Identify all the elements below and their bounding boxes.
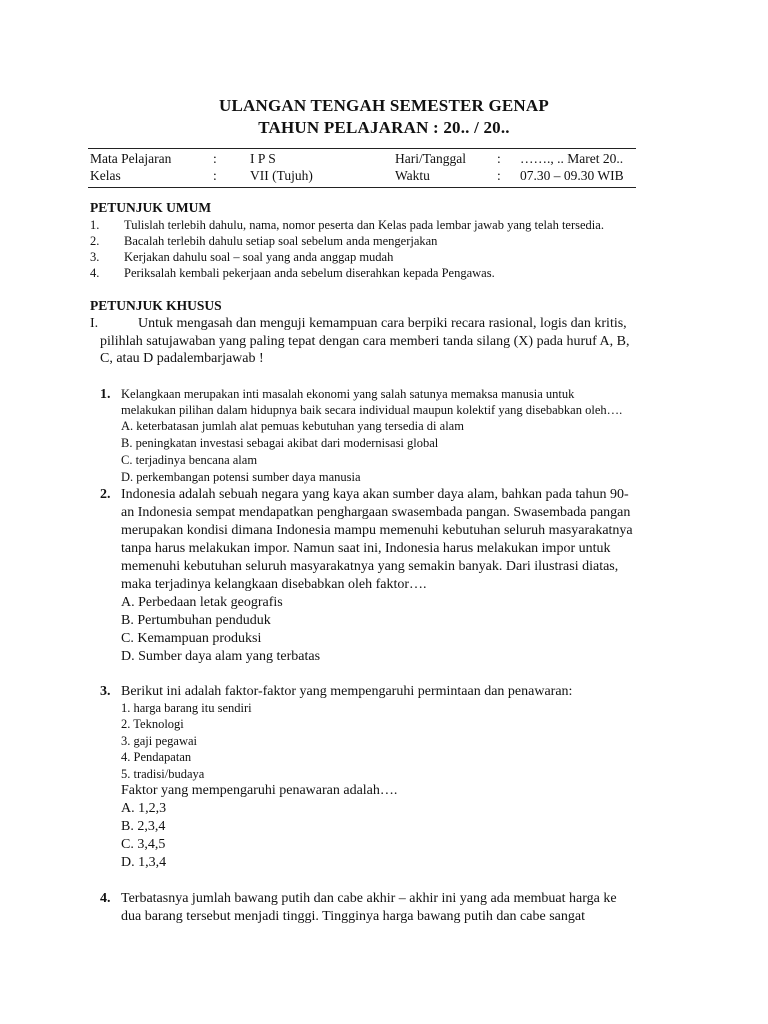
answer-option: B. Pertumbuhan penduduk (121, 613, 271, 628)
question-text: Berikut ini adalah faktor-faktor yang mempengaruhi permintaan dan penawaran: (121, 684, 573, 699)
question-text: dua barang tersebut menjadi tinggi. Tingginya harga bawang putih dan cabe sangat (121, 909, 585, 924)
academic-year-title: TAHUN PELAJARAN : 20.. / 20.. (258, 118, 510, 137)
question-text: merupakan kondisi dimana Indonesia mampu memenuhi kebutuhan seluruh masyarakatnya (121, 523, 633, 538)
answer-option: D. 1,3,4 (121, 855, 167, 870)
time-value: 07.30 – 09.30 WIB (520, 168, 624, 183)
bottom-divider (88, 187, 636, 188)
answer-option: D. Sumber daya alam yang terbatas (121, 649, 321, 664)
list-item: Kerjakan dahulu soal – soal yang anda anggap mudah (124, 250, 394, 264)
question-text: memenuhi kebutuhan seluruh masyarakatnya yang semakin banyak. Dari ilustrasi diatas, (121, 559, 619, 574)
answer-option: C. 3,4,5 (121, 837, 166, 852)
answer-option: B. 2,3,4 (121, 819, 166, 834)
instruction-line: Untuk mengasah dan menguji kemampuan cara berpiki recara rasional, logis dan kritis, (138, 316, 627, 331)
factor-item: 3. gaji pegawai (121, 734, 198, 748)
question-text: tanpa harus melakukan impor. Namun saat ini, Indonesia harus melakukan impor untuk (121, 541, 611, 556)
date-label: Hari/Tanggal (395, 151, 467, 166)
question-number: 1. (100, 387, 111, 402)
question-text: Indonesia adalah sebuah negara yang kaya akan sumber daya alam, bahkan pada tahun 90- (121, 487, 629, 502)
list-item: Periksalah kembali pekerjaan anda sebelum diserahkan kepada Pengawas. (124, 266, 495, 280)
instruction-line: pilihlah satujawaban yang paling tepat dengan cara memberi tanda silang (X) pada huruf A, B, (100, 334, 630, 349)
colon: : (497, 168, 501, 183)
roman-numeral: I. (90, 316, 99, 331)
question-number: 3. (100, 684, 111, 699)
answer-option: B. peningkatan investasi sebagai akibat dari modernisasi global (121, 436, 439, 450)
question-text: Kelangkaan merupakan inti masalah ekonomi yang salah satunya memaksa manusia untuk (121, 387, 575, 401)
factor-item: 1. harga barang itu sendiri (121, 701, 252, 715)
list-number: 1. (90, 218, 100, 232)
factor-item: 5. tradisi/budaya (121, 767, 205, 781)
answer-option: A. keterbatasan jumlah alat pemuas kebutuhan yang tersedia di alam (121, 419, 464, 433)
question-text: melakukan pilihan dalam hidupnya baik secara individual maupun kolektif yang disebabkan oleh…. (121, 403, 623, 417)
list-number: 4. (90, 266, 100, 280)
answer-option: A. Perbedaan letak geografis (121, 595, 283, 610)
special-instructions-heading: PETUNJUK KHUSUS (90, 298, 222, 313)
answer-option: A. 1,2,3 (121, 801, 167, 816)
colon: : (497, 151, 501, 166)
class-value: VII (Tujuh) (250, 168, 313, 183)
question-text: an Indonesia sempat mendapatkan penghargaan swasembada pangan. Swasembada pangan (121, 505, 631, 520)
exam-title: ULANGAN TENGAH SEMESTER GENAP (219, 96, 549, 115)
colon: : (213, 168, 217, 183)
question-number: 2. (100, 487, 111, 502)
list-number: 2. (90, 234, 100, 248)
time-label: Waktu (395, 168, 430, 183)
question-text: Terbatasnya jumlah bawang putih dan cabe akhir – akhir ini yang ada membuat harga ke (121, 891, 617, 906)
answer-option: D. perkembangan potensi sumber daya manusia (121, 470, 361, 484)
question-text: maka terjadinya kelangkaan disebabkan oleh faktor…. (121, 577, 427, 592)
answer-option: C. terjadinya bencana alam (121, 453, 258, 467)
subject-value: I P S (250, 151, 276, 166)
factor-item: 2. Teknologi (121, 717, 184, 731)
list-item: Bacalah terlebih dahulu setiap soal sebelum anda mengerjakan (124, 234, 438, 248)
colon: : (213, 151, 217, 166)
factor-item: 4. Pendapatan (121, 750, 192, 764)
list-number: 3. (90, 250, 100, 264)
date-value: ……., .. Maret 20.. (520, 151, 624, 166)
question-prompt: Faktor yang mempengaruhi penawaran adalah…. (121, 783, 398, 798)
general-instructions-heading: PETUNJUK UMUM (90, 200, 212, 215)
top-divider (88, 148, 636, 149)
question-number: 4. (100, 891, 111, 906)
class-label: Kelas (90, 168, 121, 183)
answer-option: C. Kemampuan produksi (121, 631, 262, 646)
list-item: Tulislah terlebih dahulu, nama, nomor peserta dan Kelas pada lembar jawab yang telah tersedia. (124, 218, 604, 232)
subject-label: Mata Pelajaran (90, 151, 172, 166)
instruction-line: C, atau D padalembarjawab ! (100, 351, 264, 366)
